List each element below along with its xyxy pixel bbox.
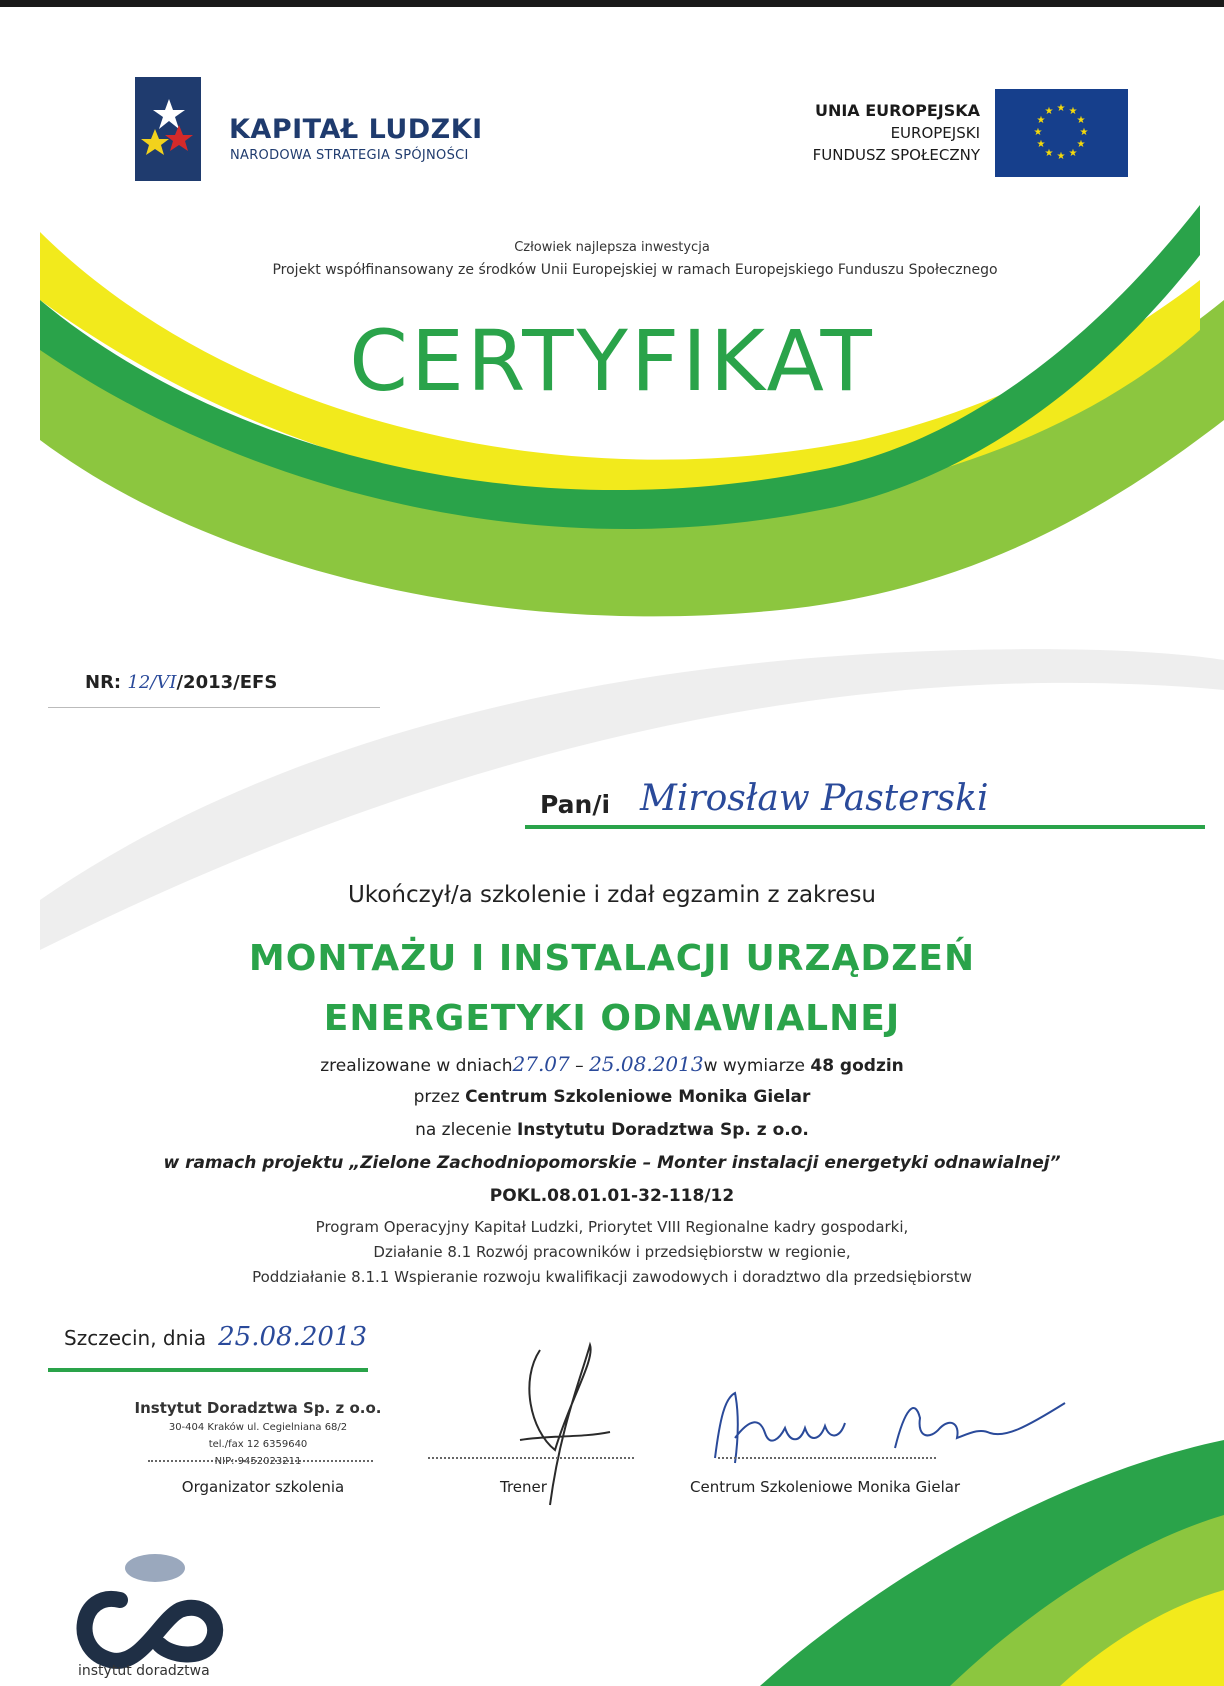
trainer-label: Trener — [500, 1478, 547, 1496]
project-code: POKL.08.01.01-32-118/12 — [489, 1186, 735, 1206]
program-line-2: Działanie 8.1 Rozwój pracowników i przedsiębiorstw w regionie, — [373, 1243, 851, 1261]
number-divider — [48, 707, 380, 708]
training-dates — [0, 1052, 1224, 1076]
course-title-line-2: ENERGETYKI ODNAWIALNEJ — [323, 998, 901, 1039]
svg-text:★: ★ — [1033, 127, 1043, 138]
organizer-stamp — [118, 1399, 398, 1468]
date-dash: – — [575, 1056, 584, 1076]
center-signature — [695, 1378, 1075, 1478]
program-line-1: Program Operacyjny Kapitał Ludzki, Priorytet VIII Regionalne kadry gospodarki, — [315, 1218, 909, 1236]
completed-text: Ukończył/a szkolenie i zdał egzamin z zakresu — [347, 882, 877, 908]
number-suffix: /2013/EFS — [176, 672, 278, 693]
eu-line-3: FUNDUSZ SPOŁECZNY — [812, 146, 980, 164]
kapital-ludzki-title: KAPITAŁ LUDZKI — [229, 114, 483, 145]
svg-text:★: ★ — [1056, 103, 1066, 114]
dates-prefix: zrealizowane w dniach — [320, 1056, 513, 1076]
order-name: Instytutu Doradztwa Sp. z o.o. — [516, 1120, 809, 1140]
footer-logo-text: instytut doradztwa — [78, 1663, 210, 1679]
eu-line-2: EUROPEJSKI — [890, 124, 980, 142]
by-prefix: przez — [413, 1087, 460, 1107]
organizer-signature-line — [148, 1460, 373, 1462]
trainer-signature-line — [428, 1457, 634, 1459]
training-provider — [0, 1087, 1224, 1107]
certificate-title: CERTYFIKAT — [349, 312, 875, 410]
svg-text:★: ★ — [1076, 139, 1086, 150]
certificate-number — [85, 672, 277, 693]
eu-flag-icon — [995, 89, 1128, 177]
stamp-nip: NIP: 9452023211 — [214, 1456, 302, 1467]
training-ordered-by — [0, 1120, 1224, 1140]
recipient-label: Pan/i — [540, 790, 611, 819]
number-prefix: NR: — [85, 672, 122, 693]
by-name: Centrum Szkoleniowe Monika Gielar — [465, 1087, 811, 1107]
stamp-phone: tel./fax 12 6359640 — [208, 1439, 308, 1450]
place-and-date — [64, 1322, 367, 1352]
date-start: 27.07 — [512, 1052, 570, 1076]
course-title-line-1: MONTAŻU I INSTALACJI URZĄDZEŃ — [248, 938, 976, 979]
organizer-label: Organizator szkolenia — [181, 1478, 345, 1496]
kapital-ludzki-logo — [135, 77, 201, 181]
svg-text:★: ★ — [1036, 139, 1046, 150]
svg-text:★: ★ — [1068, 106, 1078, 117]
place-label: Szczecin, dnia — [64, 1326, 207, 1350]
center-signature-line — [718, 1457, 936, 1459]
svg-text:★: ★ — [1079, 127, 1089, 138]
project-name: w ramach projektu „Zielone Zachodniopomorskie – Monter instalacji energetyki odnawialnej” — [163, 1153, 1061, 1173]
hours: 48 godzin — [810, 1056, 904, 1076]
svg-text:★: ★ — [1044, 106, 1054, 117]
center-label: Centrum Szkoleniowe Monika Gielar — [690, 1478, 961, 1496]
order-prefix: na zlecenie — [415, 1120, 512, 1140]
svg-text:★: ★ — [1068, 148, 1078, 159]
stamp-address: 30-404 Kraków ul. Cegielniana 68/2 — [168, 1422, 348, 1433]
svg-text:★: ★ — [1036, 115, 1046, 126]
recipient-name: Mirosław Pasterski — [640, 778, 989, 819]
program-line-3: Poddziałanie 8.1.1 Wspieranie rozwoju kwalifikacji zawodowych i doradztwo dla przedsiębiorstw — [252, 1268, 972, 1286]
svg-text:★: ★ — [1044, 148, 1054, 159]
cofinancing-note: Projekt współfinansowany ze środków Unii Europejskiej w ramach Europejskiego Funduszu Społecznego — [272, 262, 998, 278]
svg-text:★: ★ — [1076, 115, 1086, 126]
instytut-doradztwa-logo — [60, 1550, 240, 1680]
dates-scope: w wymiarze — [703, 1056, 805, 1076]
place-underline — [48, 1368, 368, 1372]
svg-text:★: ★ — [1056, 151, 1066, 162]
tagline: Człowiek najlepsza inwestycja — [514, 240, 710, 255]
eu-title: UNIA EUROPEJSKA — [814, 101, 980, 120]
kapital-ludzki-subtitle: NARODOWA STRATEGIA SPÓJNOŚCI — [230, 148, 469, 163]
recipient-underline — [525, 825, 1205, 829]
number-handwritten: 12/VI — [127, 672, 177, 693]
stamp-name: Instytut Doradztwa Sp. z o.o. — [134, 1399, 382, 1417]
date-end: 25.08.2013 — [589, 1052, 704, 1076]
place-date: 25.08.2013 — [218, 1322, 367, 1352]
